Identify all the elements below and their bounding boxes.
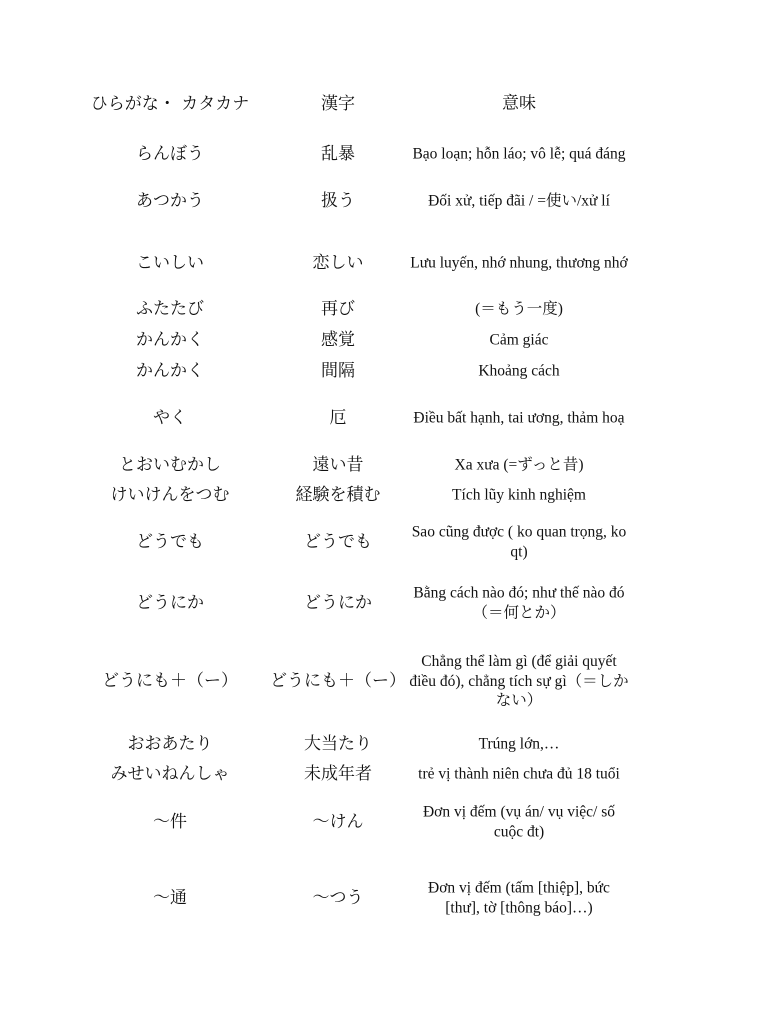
kanji-cell: どうでも: [304, 532, 372, 552]
kana-cell: けいけんをつむ: [110, 485, 230, 505]
header-kana: ひらがな・ カタカナ: [90, 94, 250, 114]
kana-cell: どうにも＋（ー）: [102, 671, 238, 691]
meaning-cell: Đơn vị đếm (vụ án/ vụ việc/ số cuộc đt): [422, 803, 615, 840]
kanji-cell: 扱う: [321, 191, 355, 211]
kanji-cell: 再び: [321, 299, 355, 319]
meaning-cell: trẻ vị thành niên chưa đủ 18 tuổi: [418, 765, 620, 783]
kanji-cell: どうにか: [304, 593, 372, 613]
meaning-cell: Lưu luyến, nhớ nhung, thương nhớ: [410, 254, 628, 272]
meaning-cell: Sao cũng được ( ko quan trọng, ko qt): [411, 523, 627, 560]
kana-cell: かんかく: [136, 330, 204, 350]
kana-cell: どうでも: [136, 532, 204, 552]
meaning-cell: Điều bất hạnh, tai ương, thảm hoạ: [413, 409, 625, 427]
kanji-cell: 遠い昔: [312, 455, 364, 475]
kanji-cell: 恋しい: [312, 253, 364, 273]
header-kanji: 漢字: [321, 94, 355, 114]
meaning-cell: Đơn vị đếm (tấm [thiệp], bức [thư], tờ [thông báo]…): [428, 879, 610, 916]
kana-cell: らんぼう: [136, 144, 204, 164]
meaning-cell: Đối xử, tiếp đãi / =使い/xử lí: [428, 192, 610, 210]
kana-cell: おおあたり: [127, 734, 213, 754]
meaning-cell: Khoảng cách: [478, 362, 560, 380]
kanji-cell: 間隔: [321, 361, 355, 381]
header-meaning: 意味: [502, 93, 536, 114]
kanji-cell: どうにも＋（ー）: [270, 671, 406, 691]
kana-cell: ～件: [153, 812, 187, 832]
kana-cell: あつかう: [136, 191, 204, 211]
meaning-cell: Tích lũy kinh nghiệm: [452, 486, 586, 504]
kanji-cell: 経験を積む: [295, 485, 381, 505]
kana-cell: どうにか: [136, 593, 204, 613]
kanji-cell: 乱暴: [321, 144, 355, 164]
meaning-cell: Cảm giác: [489, 331, 549, 349]
meaning-cell: (＝もう一度): [475, 300, 563, 318]
kanji-cell: 未成年者: [304, 764, 372, 784]
meaning-cell: Xa xưa (=ずっと昔): [454, 456, 584, 474]
kana-cell: ～通: [153, 888, 187, 908]
kana-cell: みせいねんしゃ: [110, 764, 230, 784]
kanji-cell: ～けん: [312, 812, 364, 832]
kanji-cell: ～つう: [312, 888, 364, 908]
meaning-cell: Chẳng thể làm gì (để giải quyết điều đó), chẳng tích sự gì（＝しかない）: [409, 652, 629, 709]
meaning-cell: Bạo loạn; hỗn láo; vô lễ; quá đáng: [412, 145, 626, 163]
kana-cell: やく: [153, 408, 187, 428]
kanji-cell: 感覚: [321, 330, 355, 350]
kana-cell: とおいむかし: [119, 455, 221, 475]
meaning-cell: Bằng cách nào đó; như thế nào đó（＝何とか）: [413, 584, 625, 621]
kana-cell: かんかく: [136, 361, 204, 381]
kana-cell: ふたたび: [136, 299, 204, 319]
kana-cell: こいしい: [136, 253, 204, 273]
meaning-cell: Trúng lớn,…: [478, 735, 560, 753]
kanji-cell: 大当たり: [304, 734, 372, 754]
kanji-cell: 厄: [329, 408, 347, 428]
